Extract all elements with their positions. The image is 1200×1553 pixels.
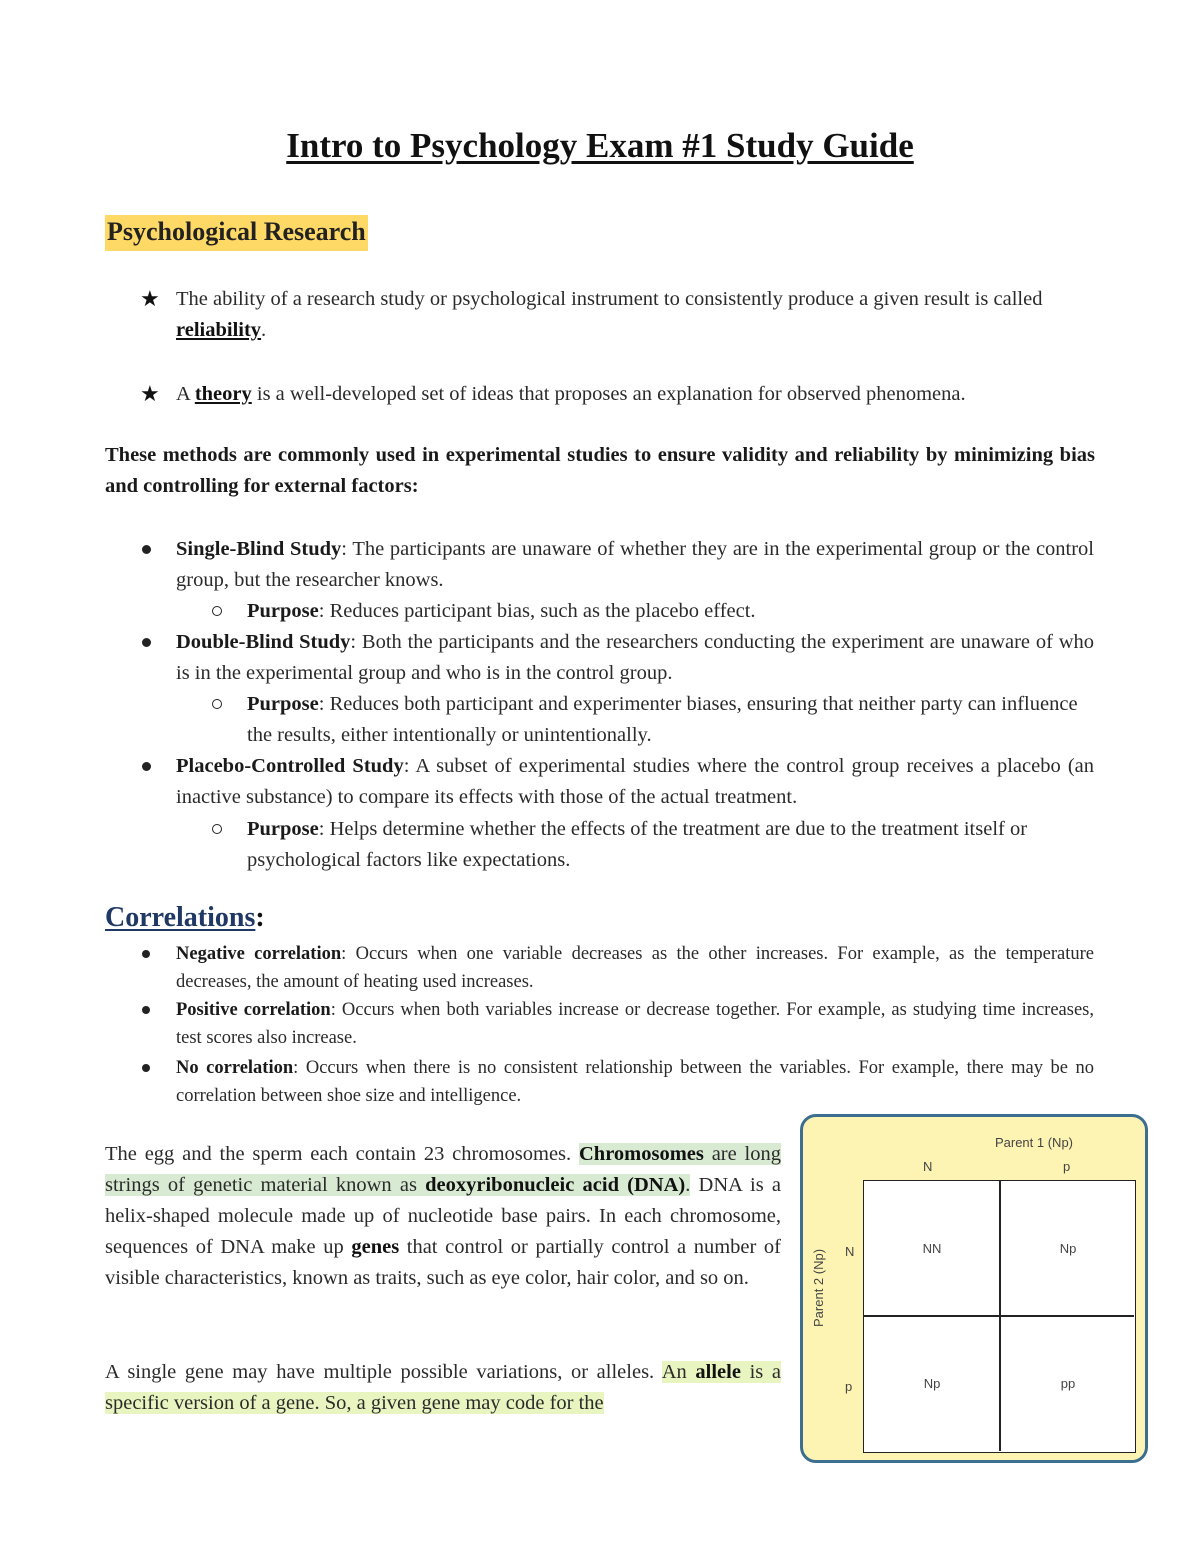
- row-allele-label: p: [845, 1379, 853, 1394]
- punnett-cell: Np: [1059, 1241, 1077, 1256]
- genetics-paragraph-alleles: A single gene may have multiple possible variations, or alleles. An allele is a specific version of a gene. So, a given gene may code for the: [105, 1361, 781, 1414]
- bullet-dot-icon: [142, 950, 150, 958]
- document-page: Intro to Psychology Exam #1 Study Guide Psychological Research ★ The ability of a research study or psychological instrument to consistently produce a given result is called reliability. ★ A theory is a well-developed set of ideas that proposes an explanation for observed phenomena. These methods are commonly used in experimental studies to ensure validity and reliability by minimizing bias and controlling for external factors: Single-Blind Study: The participants are unaware of whether they are in the experimental group or the control group, but the researcher knows. Purpose: Reduces participant bias, such as the placebo effect. Double-Blind Study: Both the participants and the researchers conducting the experiment are unaware of who is in the experimental group and who is in the control group. Purpose: Reduces both participant and experimenter biases, ensuring that neither party can influence the results, either intentionally or unintentionally. Placebo-Controlled Study: A subset of experimental studies where the control group receives a placebo (an inactive substance) to compare its effects with those of the actual treatment. Purpose: Helps determine whether the effects of the treatment are due to the treatment itself or psychological factors like expectations. Correlations: Negative correlation: Occurs when one variable decreases as the other increases. For example, as the temperature decreases, the amount of heating used increases. Positive correlation: Occurs when both variables increase or decrease together. For example, as studying time increases, test scores also increase. No correlation: Occurs when there is no consistent relationship between the variables. For example, there may be no correlation between shoe size and intelligence. The egg and the sperm each contain 23 chromosomes. Chromosomes are long strings of genetic material known as deoxyribonucleic acid (DNA). DNA is a helix-shaped molecule made up of nucleotide base pairs. In each chromosome, sequences of DNA make up genes that control or partially control a number of visible characteristics, known as traits, such as eye color, hair color, and so on. A single gene may have multiple possible variations, or alleles. An allele is a specific version of a gene. So, a given gene may code for the Parent 1 (Np) N p Parent 2 (Np) N p NN Np Np pp: [0, 0, 1200, 1553]
- method-term: Placebo-Controlled Study: [176, 755, 404, 777]
- star-bullet-icon: ★: [140, 287, 160, 312]
- punnett-cell: pp: [1060, 1376, 1076, 1391]
- parent2-label: Parent 2 (Np): [811, 1248, 826, 1327]
- hollow-bullet-icon: [212, 824, 222, 834]
- star-item-text: The ability of a research study or psychological instrument to consistently produce a given result is called reliability.: [176, 288, 1043, 341]
- section-heading-psychological-research: Psychological Research: [105, 215, 368, 251]
- punnett-cell: Np: [923, 1376, 941, 1391]
- bullet-dot-icon: [142, 1064, 150, 1072]
- punnett-cell: NN: [922, 1241, 942, 1256]
- star-item-text: A theory is a well-developed set of ideas that proposes an explanation for observed phenomena.: [176, 383, 966, 405]
- parent1-label: Parent 1 (Np): [994, 1135, 1074, 1150]
- bullet-dot-icon: [142, 545, 151, 554]
- method-term: Single-Blind Study: [176, 538, 342, 560]
- section-heading-correlations: Correlations:: [105, 902, 265, 933]
- method-term: Double-Blind Study: [176, 631, 351, 653]
- genetics-paragraph-chromosomes: The egg and the sperm each contain 23 chromosomes. Chromosomes are long strings of genetic material known as deoxyribonucleic acid (DNA). DNA is a helix-shaped molecule made up of nucleotide base pairs. In each chromosome, sequences of DNA make up genes that control or partially control a number of visible characteristics, known as traits, such as eye color, hair color, and so on.: [105, 1143, 781, 1289]
- column-allele-label: p: [1063, 1159, 1071, 1174]
- hollow-bullet-icon: [212, 606, 222, 616]
- hollow-bullet-icon: [212, 699, 222, 709]
- column-allele-label: N: [923, 1159, 933, 1174]
- punnett-square-diagram: [800, 1114, 1148, 1463]
- term-reliability: reliability: [176, 319, 262, 341]
- methods-intro: These methods are commonly used in experimental studies to ensure validity and reliability by minimizing bias and controlling for external factors:: [105, 444, 1095, 497]
- bullet-dot-icon: [142, 1006, 150, 1014]
- punnett-grid: [863, 1180, 1136, 1453]
- row-allele-label: N: [845, 1244, 855, 1259]
- bullet-dot-icon: [142, 638, 151, 647]
- grid-divider: [864, 1315, 1134, 1317]
- star-bullet-icon: ★: [140, 382, 160, 407]
- term-theory: theory: [194, 383, 252, 405]
- bullet-dot-icon: [142, 762, 151, 771]
- document-title: Intro to Psychology Exam #1 Study Guide: [286, 126, 914, 165]
